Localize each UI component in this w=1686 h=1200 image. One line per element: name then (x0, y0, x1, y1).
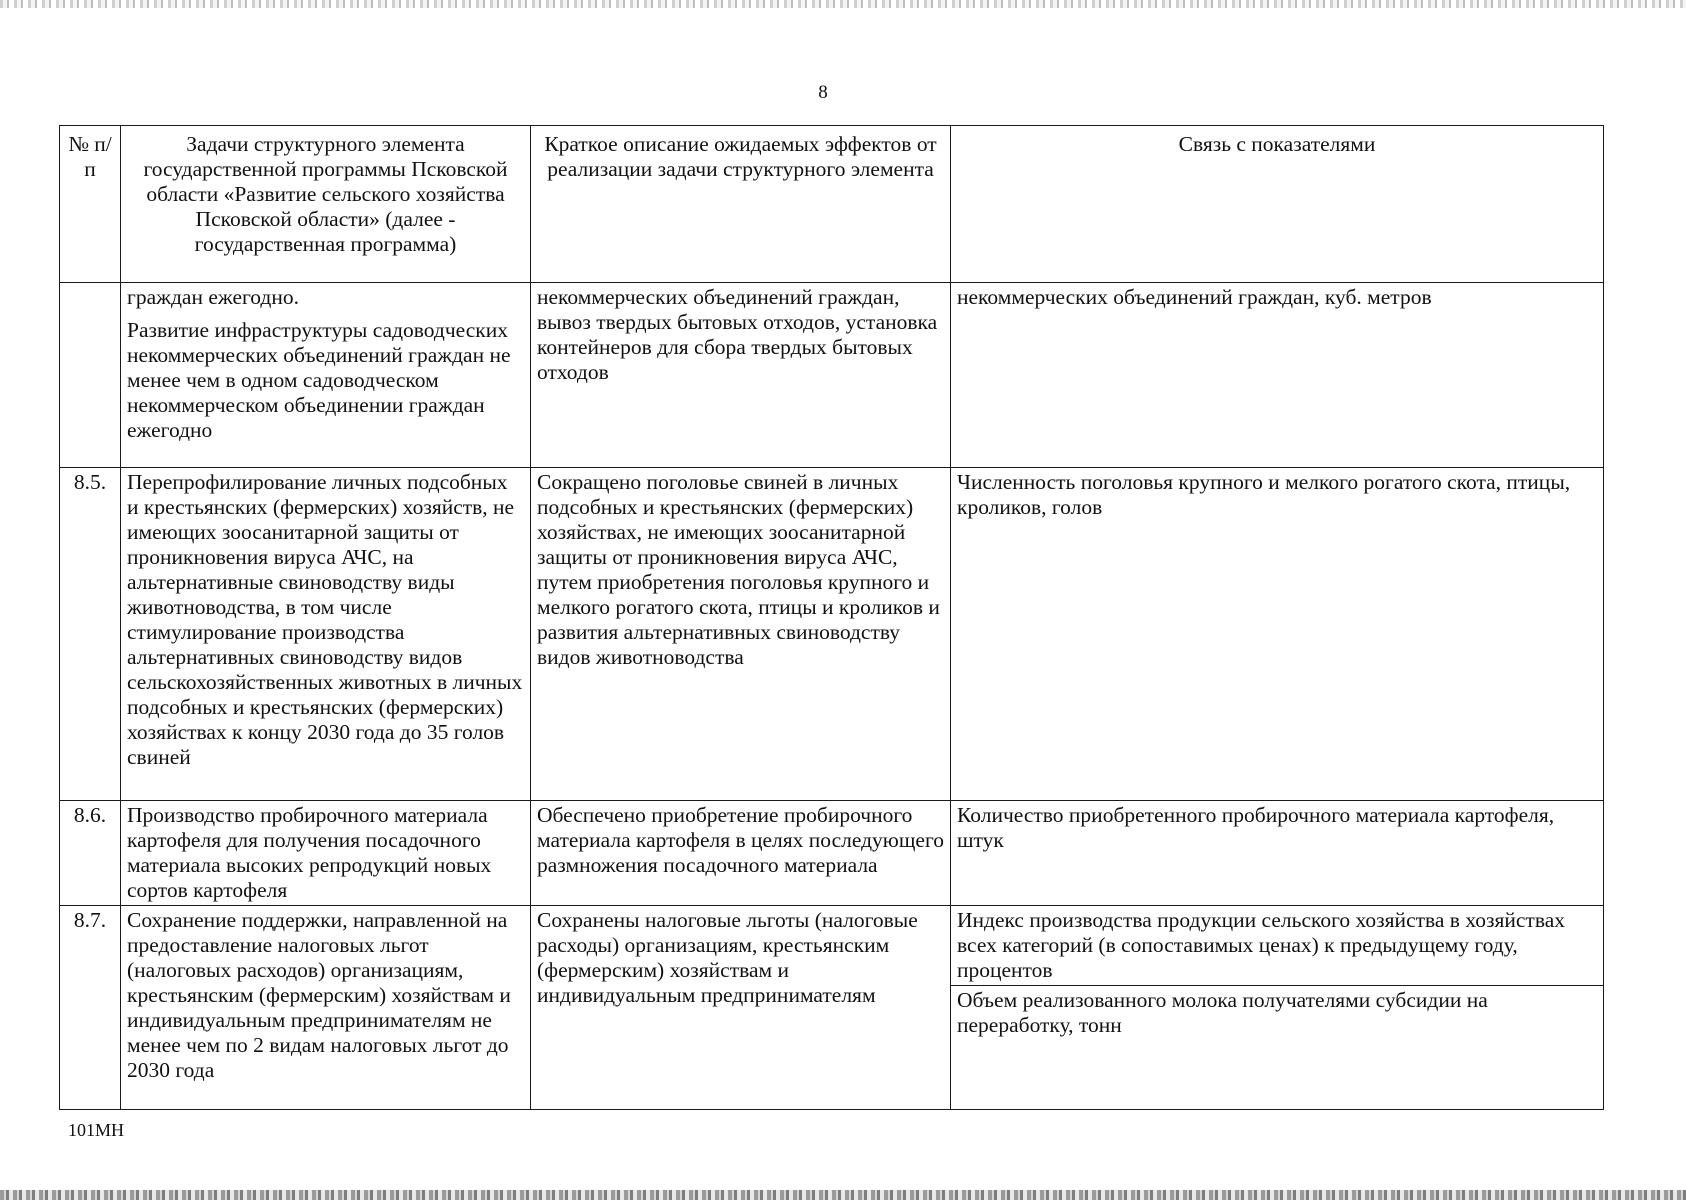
row-task (121, 283, 531, 468)
row-effect: Сохранены налоговые льготы (налоговые расходы) организациям, крестьянским (фермерским) хозяйствам и индивидуальным предпринимателям (531, 906, 951, 1110)
row-num (60, 283, 121, 468)
scan-edge-bottom (0, 1190, 1686, 1200)
row-link: Объем реализованного молока получателями субсидии на переработку, тонн (951, 986, 1604, 1110)
header-task: Задачи структурного элемента государственной программы Псковской области «Развитие сельского хозяйства Псковской области» (далее - государственная программа) (121, 126, 531, 283)
row-num: 8.7. (60, 906, 121, 1110)
row-effect: Сокращено поголовье свиней в личных подсобных и крестьянских (фермерских) хозяйствах, не имеющих зоосанитарной защиты от проникновения вируса АЧС, путем приобретения поголовья крупного и мелкого рогатого скота, птицы и кроликов и развития альтернативных свиноводству видов животноводства (531, 468, 951, 801)
task-paragraph: Развитие инфраструктуры садоводческих некоммерческих объединений граждан не менее чем в одном садоводческом некоммерческом объединении граждан ежегодно (127, 318, 511, 442)
row-task: Перепрофилирование личных подсобных и крестьянских (фермерских) хозяйств, не имеющих зоосанитарной защиты от проникновения вируса АЧС, на альтернативные свиноводству виды животноводства, в том числе стимулирование производства альтернативных свиноводству видов сельскохозяйственных животных в личных подсобных и крестьянских (фермерских) хозяйствах к концу 2030 года до 35 голов свиней (121, 468, 531, 801)
scan-edge-top (0, 0, 1686, 8)
footer-code: 101МН (68, 1120, 125, 1140)
row-task: Производство пробирочного материала картофеля для получения посадочного материала высоких репродукций новых сортов картофеля (121, 801, 531, 906)
row-num: 8.6. (60, 801, 121, 906)
row-effect: некоммерческих объединений граждан, вывоз твердых бытовых отходов, установка контейнеров для сбора твердых бытовых отходов (531, 283, 951, 468)
task-paragraph: граждан ежегодно. (127, 285, 299, 309)
row-num: 8.5. (60, 468, 121, 801)
row-link: Количество приобретенного пробирочного материала картофеля, штук (951, 801, 1604, 906)
page-number: 8 (818, 82, 828, 103)
table-header-row (60, 126, 1604, 283)
row-link: Численность поголовья крупного и мелкого рогатого скота, птицы, кроликов, голов (951, 468, 1604, 801)
program-tasks-table (59, 125, 1604, 1110)
header-num: № п/п (60, 126, 121, 283)
table-row (60, 468, 1604, 801)
header-link: Связь с показателями (951, 126, 1604, 283)
header-effect: Краткое описание ожидаемых эффектов от реализации задачи структурного элемента (531, 126, 951, 283)
row-task: Сохранение поддержки, направленной на предоставление налоговых льгот (налоговых расходов) организациям, крестьянским (фермерским) хозяйствам и индивидуальным предпринимателям не менее чем по 2 видам налоговых льгот до 2030 года (121, 906, 531, 1110)
table-row-continuation (60, 283, 1604, 468)
row-link: некоммерческих объединений граждан, куб. метров (951, 283, 1604, 468)
table-row (60, 906, 1604, 986)
row-effect: Обеспечено приобретение пробирочного материала картофеля в целях последующего размножения посадочного материала (531, 801, 951, 906)
table-row (60, 801, 1604, 906)
row-link: Индекс производства продукции сельского хозяйства в хозяйствах всех категорий (в сопоставимых ценах) к предыдущему году, процентов (951, 906, 1604, 986)
